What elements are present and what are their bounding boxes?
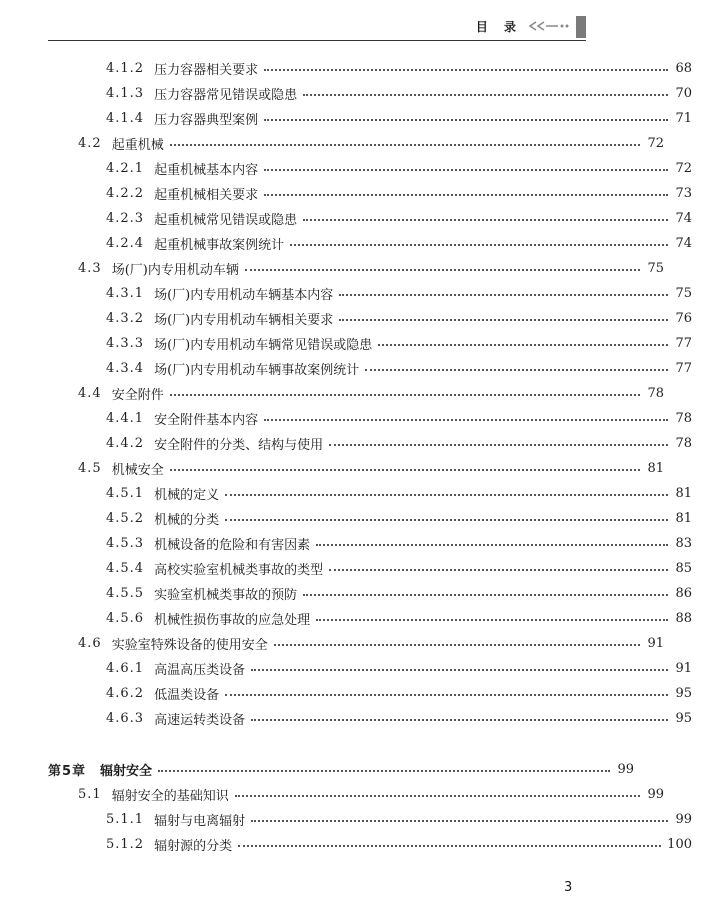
entry-page: 81 — [675, 510, 692, 526]
entry-title: 机械安全 — [111, 462, 164, 478]
toc-entry[interactable] — [0, 682, 728, 704]
dot-leader — [251, 820, 668, 822]
toc-entry[interactable] — [0, 282, 728, 304]
entry-title: 场(厂)内专用机动车辆常见错误或隐患 — [154, 337, 373, 353]
dot-leader — [303, 594, 668, 596]
dot-leader — [365, 369, 668, 371]
entry-title: 起重机械基本内容 — [154, 162, 259, 178]
toc-entry[interactable] — [0, 582, 728, 604]
header-rule — [48, 40, 586, 41]
entry-number: 4.5.6 — [106, 610, 145, 626]
dot-leader — [329, 569, 668, 571]
entry-number: 4.3 — [78, 260, 102, 276]
toc-entry[interactable] — [0, 632, 700, 654]
dot-leader — [329, 444, 668, 446]
toc-entry[interactable] — [0, 407, 728, 429]
entry-title: 压力容器相关要求 — [154, 62, 259, 78]
dot-leader — [264, 169, 668, 171]
entry-number: 4.4.2 — [106, 435, 145, 451]
entry-page: 74 — [675, 210, 692, 226]
entry-title: 安全附件基本内容 — [154, 412, 259, 428]
dot-leader — [274, 644, 640, 646]
chapter-title: 辐射安全 — [100, 763, 153, 779]
toc-entry[interactable] — [0, 182, 728, 204]
entry-title: 辐射源的分类 — [154, 838, 233, 854]
dot-leader — [225, 694, 668, 696]
toc-entry[interactable] — [0, 357, 728, 379]
entry-number: 4.5.3 — [106, 535, 145, 551]
entry-number: 4.6.1 — [106, 660, 145, 676]
toc-entry[interactable] — [0, 257, 700, 279]
entry-page: 77 — [675, 360, 692, 376]
entry-title: 机械的分类 — [154, 512, 220, 528]
toc-entry[interactable] — [0, 57, 728, 79]
entry-number: 4.2.3 — [106, 210, 145, 226]
dot-leader — [158, 770, 610, 772]
dot-leader — [303, 94, 668, 96]
dot-leader — [170, 394, 640, 396]
entry-page: 77 — [675, 335, 692, 351]
entry-title: 高温高压类设备 — [154, 662, 246, 678]
toc-entry[interactable] — [0, 82, 728, 104]
entry-page: 99 — [617, 761, 634, 777]
entry-number: 4.2.1 — [106, 160, 145, 176]
entry-title: 机械的定义 — [154, 487, 220, 503]
toc-entry[interactable] — [0, 207, 728, 229]
entry-page: 81 — [675, 485, 692, 501]
page-number: 3 — [564, 880, 573, 895]
entry-page: 70 — [675, 85, 692, 101]
toc-entry[interactable] — [0, 332, 728, 354]
dot-leader — [264, 194, 668, 196]
entry-page: 75 — [675, 285, 692, 301]
toc-entry[interactable] — [0, 432, 728, 454]
dot-leader — [339, 319, 668, 321]
dot-leader — [245, 269, 640, 271]
entry-number: 4.4.1 — [106, 410, 145, 426]
entry-title: 场(厂)内专用机动车辆相关要求 — [154, 312, 334, 328]
entry-page: 72 — [675, 160, 692, 176]
dot-leader — [378, 344, 668, 346]
dot-leader — [316, 544, 668, 546]
entry-title: 辐射安全的基础知识 — [111, 788, 229, 804]
toc-entry[interactable] — [0, 557, 728, 579]
entry-title: 压力容器常见错误或隐患 — [154, 87, 298, 103]
dot-leader — [316, 619, 668, 621]
entry-number: 4.2.4 — [106, 235, 145, 251]
toc-entry[interactable] — [0, 707, 728, 729]
toc-entry[interactable] — [0, 657, 728, 679]
entry-page: 78 — [675, 410, 692, 426]
entry-page: 74 — [675, 235, 692, 251]
entry-number: 4.3.3 — [106, 335, 145, 351]
toc-entry[interactable] — [0, 482, 728, 504]
entry-page: 68 — [675, 60, 692, 76]
dot-leader — [225, 519, 668, 521]
entry-number: 4.2.2 — [106, 185, 145, 201]
entry-page: 91 — [675, 660, 692, 676]
entry-title: 安全附件 — [111, 387, 164, 403]
entry-number: 4.1.4 — [106, 110, 145, 126]
dot-leader — [264, 419, 668, 421]
toc-entry[interactable] — [0, 457, 700, 479]
entry-number: 4.5.5 — [106, 585, 145, 601]
entry-title: 安全附件的分类、结构与使用 — [154, 437, 324, 453]
entry-number: 4.5.2 — [106, 510, 145, 526]
entry-title: 压力容器典型案例 — [154, 112, 259, 128]
entry-number: 4.3.2 — [106, 310, 145, 326]
dot-leader — [290, 244, 668, 246]
header-title: 目 录 — [475, 20, 522, 34]
running-header — [48, 16, 586, 40]
entry-number: 4.2 — [78, 135, 102, 151]
toc-entry[interactable] — [0, 307, 728, 329]
entry-page: 78 — [675, 435, 692, 451]
entry-title: 辐射与电离辐射 — [154, 813, 246, 829]
toc-entry[interactable] — [0, 132, 700, 154]
arrow-decoration-icon — [528, 20, 572, 32]
entry-title: 低温类设备 — [154, 687, 220, 703]
dot-leader — [251, 719, 668, 721]
dot-leader — [264, 69, 668, 71]
entry-title: 场(厂)内专用机动车辆事故案例统计 — [154, 362, 360, 378]
entry-page: 91 — [647, 635, 664, 651]
dot-leader — [339, 294, 668, 296]
entry-number: 5.1 — [78, 786, 102, 802]
entry-number: 4.6.2 — [106, 685, 145, 701]
entry-title: 机械设备的危险和有害因素 — [154, 537, 311, 553]
entry-title: 起重机械常见错误或隐患 — [154, 212, 298, 228]
toc-entry[interactable] — [0, 808, 728, 830]
toc-entry[interactable] — [0, 783, 700, 805]
dot-leader — [264, 119, 668, 121]
toc-entry[interactable] — [0, 232, 728, 254]
entry-page: 86 — [675, 585, 692, 601]
entry-number: 4.3.4 — [106, 360, 145, 376]
entry-page: 78 — [647, 385, 664, 401]
entry-number: 4.5 — [78, 460, 102, 476]
dot-leader — [170, 144, 640, 146]
entry-number: 4.4 — [78, 385, 102, 401]
dot-leader — [225, 494, 668, 496]
toc-entry[interactable] — [0, 382, 700, 404]
entry-page: 99 — [675, 811, 692, 827]
dot-leader — [251, 669, 668, 671]
entry-number: 4.6.3 — [106, 710, 145, 726]
toc-chapter-entry[interactable] — [0, 758, 670, 780]
entry-title: 机械性损伤事故的应急处理 — [154, 612, 311, 628]
entry-title: 高校实验室机械类事故的类型 — [154, 562, 324, 578]
dot-leader — [238, 845, 661, 847]
entry-number: 5.1.2 — [106, 836, 145, 852]
toc-entry[interactable] — [0, 833, 728, 855]
entry-title: 起重机械事故案例统计 — [154, 237, 285, 253]
toc-entry[interactable] — [0, 157, 728, 179]
entry-number: 4.1.3 — [106, 85, 145, 101]
entry-page: 85 — [675, 560, 692, 576]
entry-number: 4.5.4 — [106, 560, 145, 576]
entry-number: 4.3.1 — [106, 285, 145, 301]
toc-entry[interactable] — [0, 507, 728, 529]
toc-entry[interactable] — [0, 532, 728, 554]
entry-page: 73 — [675, 185, 692, 201]
entry-number: 4.5.1 — [106, 485, 145, 501]
entry-title: 场(厂)内专用机动车辆基本内容 — [154, 287, 334, 303]
entry-title: 实验室特殊设备的使用安全 — [111, 637, 268, 653]
entry-title: 场(厂)内专用机动车辆 — [111, 262, 239, 278]
entry-title: 起重机械 — [111, 137, 164, 153]
entry-page: 83 — [675, 535, 692, 551]
entry-number: 4.1.2 — [106, 60, 145, 76]
entry-number: 4.6 — [78, 635, 102, 651]
entry-number: 5.1.1 — [106, 811, 145, 827]
entry-page: 81 — [647, 460, 664, 476]
entry-page: 71 — [675, 110, 692, 126]
header-bar-decoration — [576, 16, 586, 38]
dot-leader — [170, 469, 640, 471]
entry-page: 100 — [667, 836, 692, 852]
entry-page: 72 — [647, 135, 664, 151]
entry-page: 95 — [675, 685, 692, 701]
entry-title: 高速运转类设备 — [154, 712, 246, 728]
entry-page: 88 — [675, 610, 692, 626]
chapter-number: 第5章 — [48, 763, 87, 779]
entry-page: 75 — [647, 260, 664, 276]
toc-entry[interactable] — [0, 607, 728, 629]
entry-page: 76 — [675, 310, 692, 326]
dot-leader — [303, 219, 668, 221]
entry-page: 99 — [647, 786, 664, 802]
entry-title: 起重机械相关要求 — [154, 187, 259, 203]
toc-entry[interactable] — [0, 107, 728, 129]
entry-title: 实验室机械类事故的预防 — [154, 587, 298, 603]
dot-leader — [235, 795, 640, 797]
entry-page: 95 — [675, 710, 692, 726]
